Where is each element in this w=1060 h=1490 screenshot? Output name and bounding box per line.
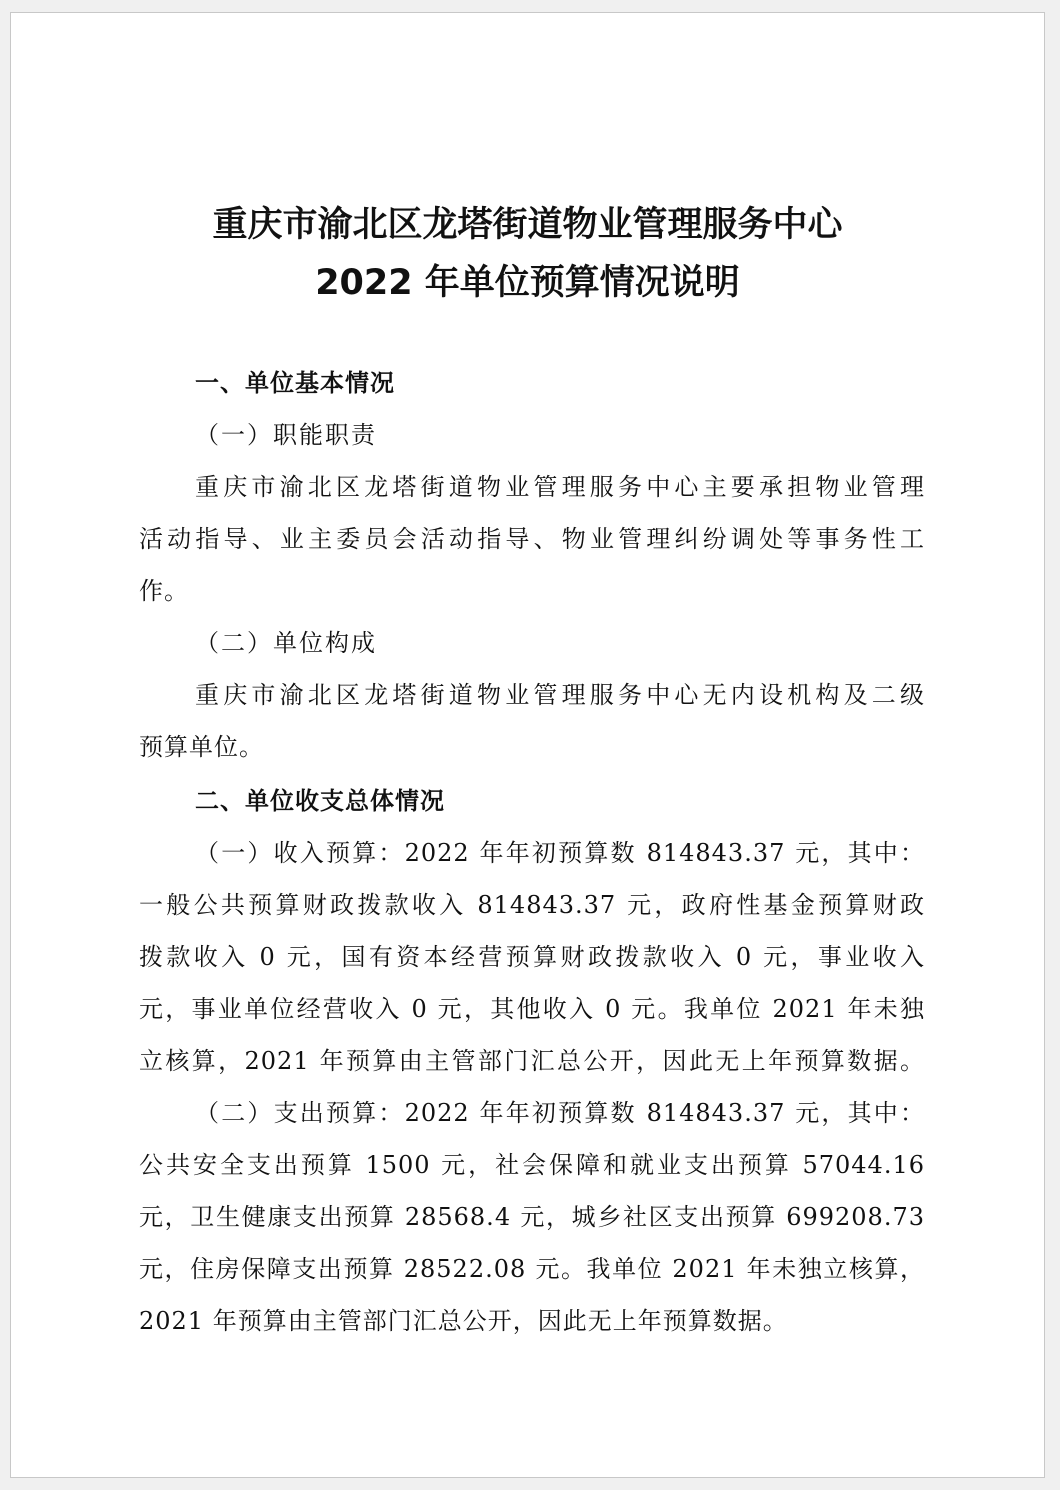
section-2-heading: 二、单位收支总体情况	[195, 787, 445, 815]
paragraph-line: 重庆市渝北区龙塔街道物业管理服务中心无内设机构及二级	[195, 681, 925, 709]
paragraph-line: 拨款收入 0 元，国有资本经营预算财政拨款收入 0 元，事业收入	[139, 943, 925, 971]
paragraph-line: 2021 年预算由主管部门汇总公开，因此无上年预算数据。	[139, 1307, 788, 1335]
paragraph-line: （二）支出预算：2022 年年初预算数 814843.37 元，其中：	[195, 1099, 925, 1127]
paragraph-line: 元，住房保障支出预算 28522.08 元。我单位 2021 年未独立核算，	[139, 1255, 925, 1283]
paragraph-line: 元，事业单位经营收入 0 元，其他收入 0 元。我单位 2021 年未独	[139, 995, 925, 1023]
paragraph-line: 作。	[139, 577, 189, 605]
document-title-line-2: 2022 年单位预算情况说明	[315, 263, 740, 303]
document-page	[10, 12, 1045, 1478]
paragraph-line: 立核算，2021 年预算由主管部门汇总公开，因此无上年预算数据。	[139, 1047, 925, 1075]
document-title-line-1: 重庆市渝北区龙塔街道物业管理服务中心	[212, 205, 843, 245]
paragraph-line: 预算单位。	[139, 733, 264, 761]
paragraph-line: 元，卫生健康支出预算 28568.4 元，城乡社区支出预算 699208.73	[139, 1203, 925, 1231]
paragraph-line: 一般公共预算财政拨款收入 814843.37 元，政府性基金预算财政	[139, 891, 925, 919]
section-1-sub-1-heading: （一）职能职责	[195, 421, 377, 449]
paragraph-line: 公共安全支出预算 1500 元，社会保障和就业支出预算 57044.16	[139, 1151, 925, 1179]
section-1-heading: 一、单位基本情况	[195, 369, 395, 397]
paragraph-line: 重庆市渝北区龙塔街道物业管理服务中心主要承担物业管理	[195, 473, 925, 501]
paragraph-line: （一）收入预算：2022 年年初预算数 814843.37 元，其中：	[195, 839, 925, 867]
section-1-sub-2-heading: （二）单位构成	[195, 629, 377, 657]
paragraph-line: 活动指导、业主委员会活动指导、物业管理纠纷调处等事务性工	[139, 525, 925, 553]
